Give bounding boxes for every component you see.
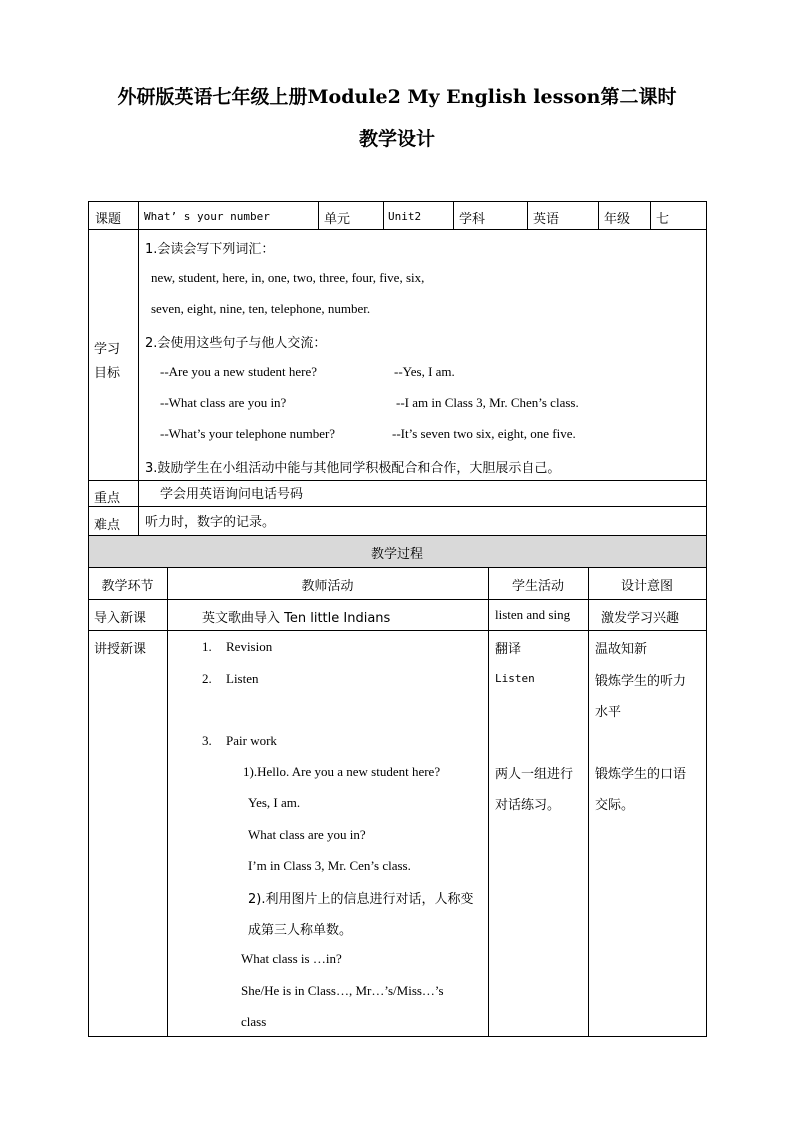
teacher-line-7: What class is …in? bbox=[241, 951, 342, 966]
intent-line-5: 交际。 bbox=[595, 798, 635, 813]
teacher-item2-num: 2. bbox=[202, 671, 212, 686]
col-header-student: 学生活动 bbox=[511, 579, 564, 594]
dialogue-q3: --What’s your telephone number? bbox=[160, 426, 336, 441]
col-header-teacher: 教师活动 bbox=[301, 579, 354, 594]
teacher-line-5: 2).利用图片上的信息进行对话，人称变 bbox=[248, 892, 474, 907]
teacher-line-6: 成第三人称单数。 bbox=[248, 923, 353, 938]
objective-2: 2.会使用这些句子与他人交流： bbox=[145, 336, 327, 351]
student-line-1: 翻译 bbox=[495, 642, 522, 657]
student-line-3: 两人一组进行 bbox=[495, 767, 574, 782]
subject-label: 学科 bbox=[459, 212, 486, 227]
objectives-label-line1: 学习 bbox=[94, 342, 121, 357]
teacher-item1-num: 1. bbox=[202, 639, 212, 654]
teacher-item1-text: Revision bbox=[226, 639, 273, 654]
dialogue-a2: --I am in Class 3, Mr. Chen’s class. bbox=[396, 395, 579, 410]
vocab-line-1: new, student, here, in, one, two, three, four, five, six, bbox=[151, 270, 425, 285]
dialogue-a1: --Yes, I am. bbox=[394, 364, 455, 379]
intent-line-1: 温故知新 bbox=[595, 642, 648, 657]
intent-line-4: 锻炼学生的口语 bbox=[595, 767, 687, 782]
process-header: 教学过程 bbox=[370, 547, 423, 562]
row2-stage: 讲授新课 bbox=[94, 642, 147, 657]
teacher-line-9: class bbox=[241, 1014, 267, 1029]
unit-value: Unit2 bbox=[388, 210, 422, 223]
teacher-line-3: What class are you in? bbox=[248, 827, 366, 842]
dialogue-q1: --Are you a new student here? bbox=[160, 364, 318, 379]
topic-value: What’ s your number bbox=[144, 210, 270, 223]
row1-student: listen and sing bbox=[495, 607, 571, 622]
dialogue-a3: --It’s seven two six, eight, one five. bbox=[392, 426, 576, 441]
teacher-item3-text: Pair work bbox=[226, 733, 277, 748]
col-header-stage: 教学环节 bbox=[101, 579, 154, 594]
row1-intent: 激发学习兴趣 bbox=[601, 611, 680, 626]
objective-3: 3.鼓励学生在小组活动中能与其他同学积极配合和合作，大胆展示自己。 bbox=[145, 461, 561, 476]
teacher-item3-num: 3. bbox=[202, 733, 212, 748]
objectives-label-line2: 目标 bbox=[94, 366, 121, 381]
teacher-line-8: She/He is in Class…, Mr…’s/Miss…’s bbox=[241, 983, 444, 998]
row1-teacher: 英文歌曲导入 Ten little Indians bbox=[202, 611, 391, 626]
key-point-value: 学会用英语询问电话号码 bbox=[160, 487, 304, 502]
objective-1: 1.会读会写下列词汇： bbox=[145, 242, 275, 257]
intent-line-2: 锻炼学生的听力 bbox=[595, 674, 687, 689]
teacher-item2-text: Listen bbox=[226, 671, 259, 686]
row1-stage: 导入新课 bbox=[94, 611, 147, 626]
document-title: 外研版英语七年级上册Module2 My English lesson第二课时 bbox=[117, 86, 677, 108]
grade-value: 七 bbox=[656, 212, 670, 227]
vocab-line-2: seven, eight, nine, ten, telephone, number. bbox=[151, 301, 371, 316]
col-header-intent: 设计意图 bbox=[620, 579, 673, 594]
difficulty-label: 难点 bbox=[94, 518, 121, 533]
teacher-line-1: 1).Hello. Are you a new student here? bbox=[243, 764, 441, 779]
subject-value: 英语 bbox=[533, 212, 560, 227]
key-point-label: 重点 bbox=[94, 491, 121, 506]
student-line-4: 对话练习。 bbox=[495, 798, 561, 813]
unit-label: 单元 bbox=[324, 212, 351, 227]
intent-line-3: 水平 bbox=[595, 705, 622, 720]
dialogue-q2: --What class are you in? bbox=[160, 395, 287, 410]
teacher-line-2: Yes, I am. bbox=[248, 795, 301, 810]
document-subtitle: 教学设计 bbox=[358, 128, 435, 150]
grade-label: 年级 bbox=[604, 212, 631, 227]
topic-label: 课题 bbox=[95, 212, 122, 227]
teacher-line-4: I’m in Class 3, Mr. Cen’s class. bbox=[248, 858, 411, 873]
difficulty-value: 听力时，数字的记录。 bbox=[145, 515, 276, 530]
student-line-2: Listen bbox=[495, 672, 535, 685]
